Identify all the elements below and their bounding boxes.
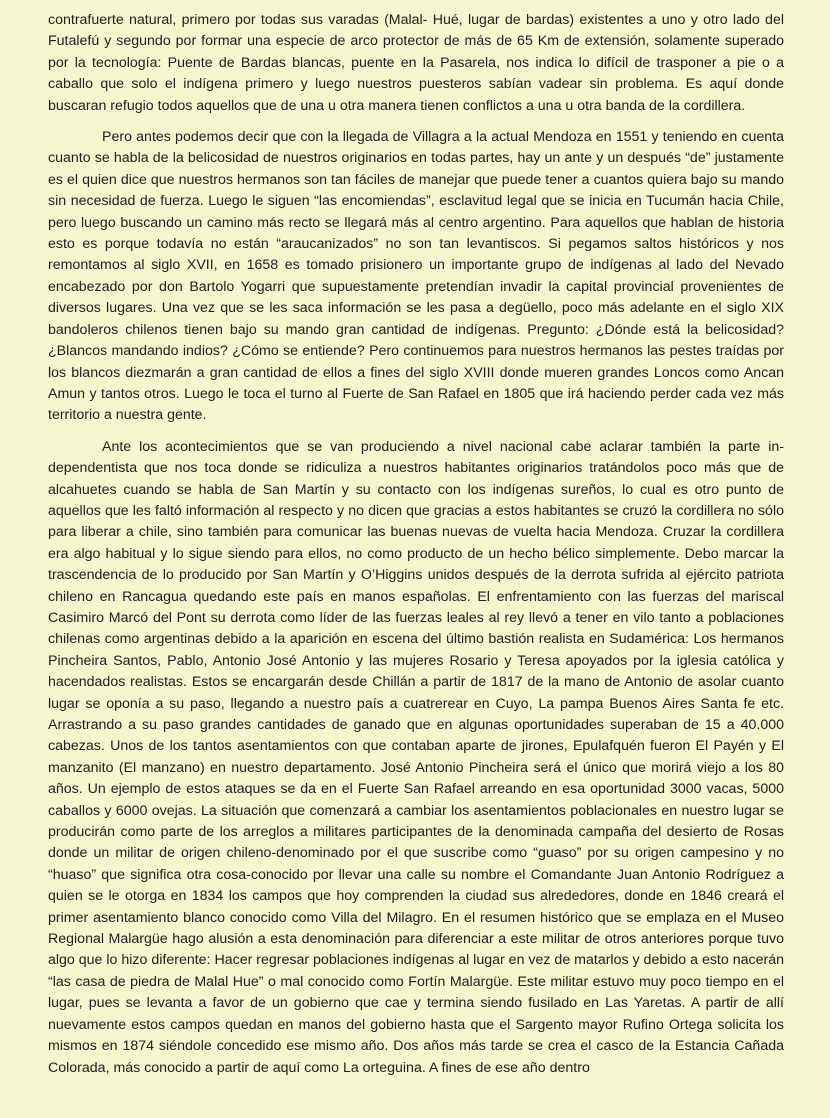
document-page <box>48 10 784 1089</box>
paragraph-2: Pero antes podemos decir que con la llegada de Villagra a la actual Mendoza en 1551 y teniendo en cuenta cuanto se habla de la belicosidad de nuestros originarios en todas partes, hay un ante y un después “de” justamente es el quien dice que nuestros hermanos son tan fáciles de manejar que puede tener a cuantos quiera bajo su mando sin necesidad de fuerza. Luego le siguen “las encomiendas”, esclavitud legal que se inicia en Tucumán hacia Chile, pero luego buscando un camino más recto se llegará más al centro argentino. Para aquellos que hablan de historia esto es porque todavía no están “araucanizados” no son tan levantiscos. Si pegamos saltos históricos y nos remontamos al siglo XVII, en 1658 es tomado prisionero un importante grupo de indígenas al lado del Nevado encabezado por don Bartolo Yogarri que supuestamente pretendían invadir la capital provincial provenientes de diversos lugares. Una vez que se les saca información se les pasa a degüello, poco más adelante en el siglo XIX bandoleros chilenos tienen bajo su mando gran cantidad de indígenas. Pregunto: ¿Dónde está la belicosidad? ¿Blancos mandando indios? ¿Cómo se entiende? Pero continuemos para nuestros hermanos las pestes traídas por los blancos diezmarán a gran cantidad de ellos a fines del siglo XVIII donde mueren grandes Loncos como Ancan Amun y tantos otros. Luego le toca el turno al Fuerte de San Rafael en 1805 que irá haciendo perder cada vez más territorio a nuestra gente. <box>48 129 784 424</box>
paragraph-3: Ante los acontecimientos que se van produciendo a nivel nacional cabe aclarar también la parte independentista que nos toca donde se ridiculiza a nuestros habitantes originarios tratándolos poco más que de alcahuetes cuando se habla de San Martín y su contacto con los indígenas sureños, lo cual es otro punto de aquellos que les faltó información al respecto y no dicen que gracias a estos habitantes se cruzó la cordillera no sólo para liberar a chile, sino también para comunicar las buenas nuevas de vuelta hacia Mendoza. Cruzar la cordillera era algo habitual y lo sigue siendo para ellos, no como producto de un hecho bélico simplemente. Debo marcar la trascendencia de lo producido por San Martín y O’Higgins unidos después de la derrota sufrida al ejército patriota chileno en Rancagua quedando este país en manos españolas. El enfrentamiento con las fuerzas del mariscal Casimiro Marcó del Pont su derrota como líder de las fuerzas leales al rey llevó a tener en vilo tanto a poblaciones chilenas como argentinas debido a la aparición en escena del último bastión realista en Sudamérica: Los hermanos Pincheira Santos, Pablo, Antonio José Antonio y las mujeres Rosario y Teresa apoyados por la iglesia católica y hacendados realistas. Estos se encargarán desde Chillán a partir de 1817 de la mano de Antonio de asolar cuanto lugar se oponía a su paso, llegando a nuestro país a cuatrerear en Cuyo, La pampa Buenos Aires Santa fe etc. Arrastrando a su paso grandes cantidades de ganado que en algunas oportunidades superaban de 15 a 40.000 cabezas. Unos de los tantos asentamientos con que contaban aparte de jirones, Epulafquén fueron El Payén y El manzanito (El manzano) en nuestro departamento. José Antonio Pincheira será el único que morirá viejo a los 80 años. Un ejemplo de estos ataques se da en el Fuerte San Rafael arreando en esa oportunidad 3000 vacas, 5000 caballos y 6000 ovejas. La situación que comenzará a cambiar los asentamientos poblacionales en nuestro lugar se producirán como parte de los arreglos a militares participantes de la denominada campaña del desierto de Rosas donde un militar de origen chileno-denominado por el que suscribe como “guaso” por su origen campesino y no “huaso” que significa otra cosa-conocido por llevar una calle su nombre el Comandante Juan Antonio Rodríguez a quien se le otorga en 1834 los campos que hoy comprenden la ciudad sus alrededores, donde en 1846 creará el primer asentamiento blanco conocido como Villa del Milagro. En el resumen histórico que se emplaza en el Museo Regional Malargüe hago alusión a esta denominación para diferenciar a este militar de otros anteriores porque tuvo algo que lo hizo diferente: Hacer regresar poblaciones indígenas al lugar en vez de matarlos y debido a esto nacerán “las casa de piedra de Malal Hue” o mal conocido como Fortín Malargüe. Este militar estuvo muy poco tiempo en el lugar, pues se levanta a favor de un gobierno que cae y termina siendo fusilado en Las Yaretas. A partir de allí nuevamente estos campos quedan en manos del gobierno hasta que el Sargento mayor Rufino Ortega solicita los mismos en 1874 siéndole concedido ese mismo año. Dos años más tarde se crea el casco de la Estancia Cañada Colorada, más conocido a partir de aquí como La orteguina. A fines de ese año dentro <box>48 438 784 1076</box>
paragraph-1: contrafuerte natural, primero por todas sus varadas (Malal- Hué, lugar de bardas) existentes a uno y otro lado del Futalefú y segundo por formar una especie de arco protector de más de 65 Km de extensión, solamente superado por la tecnología: Puente de Bardas blancas, puente en la Pasarela, nos indica lo difícil de trasponer a pie o a caballo que solo el indígena primero y luego nuestros puesteros sabían vadear sin problema. Es aquí donde buscaran refugio todos aquellos que de una u otra manera tienen conflictos a una u otra banda de la cordillera. <box>48 12 784 114</box>
